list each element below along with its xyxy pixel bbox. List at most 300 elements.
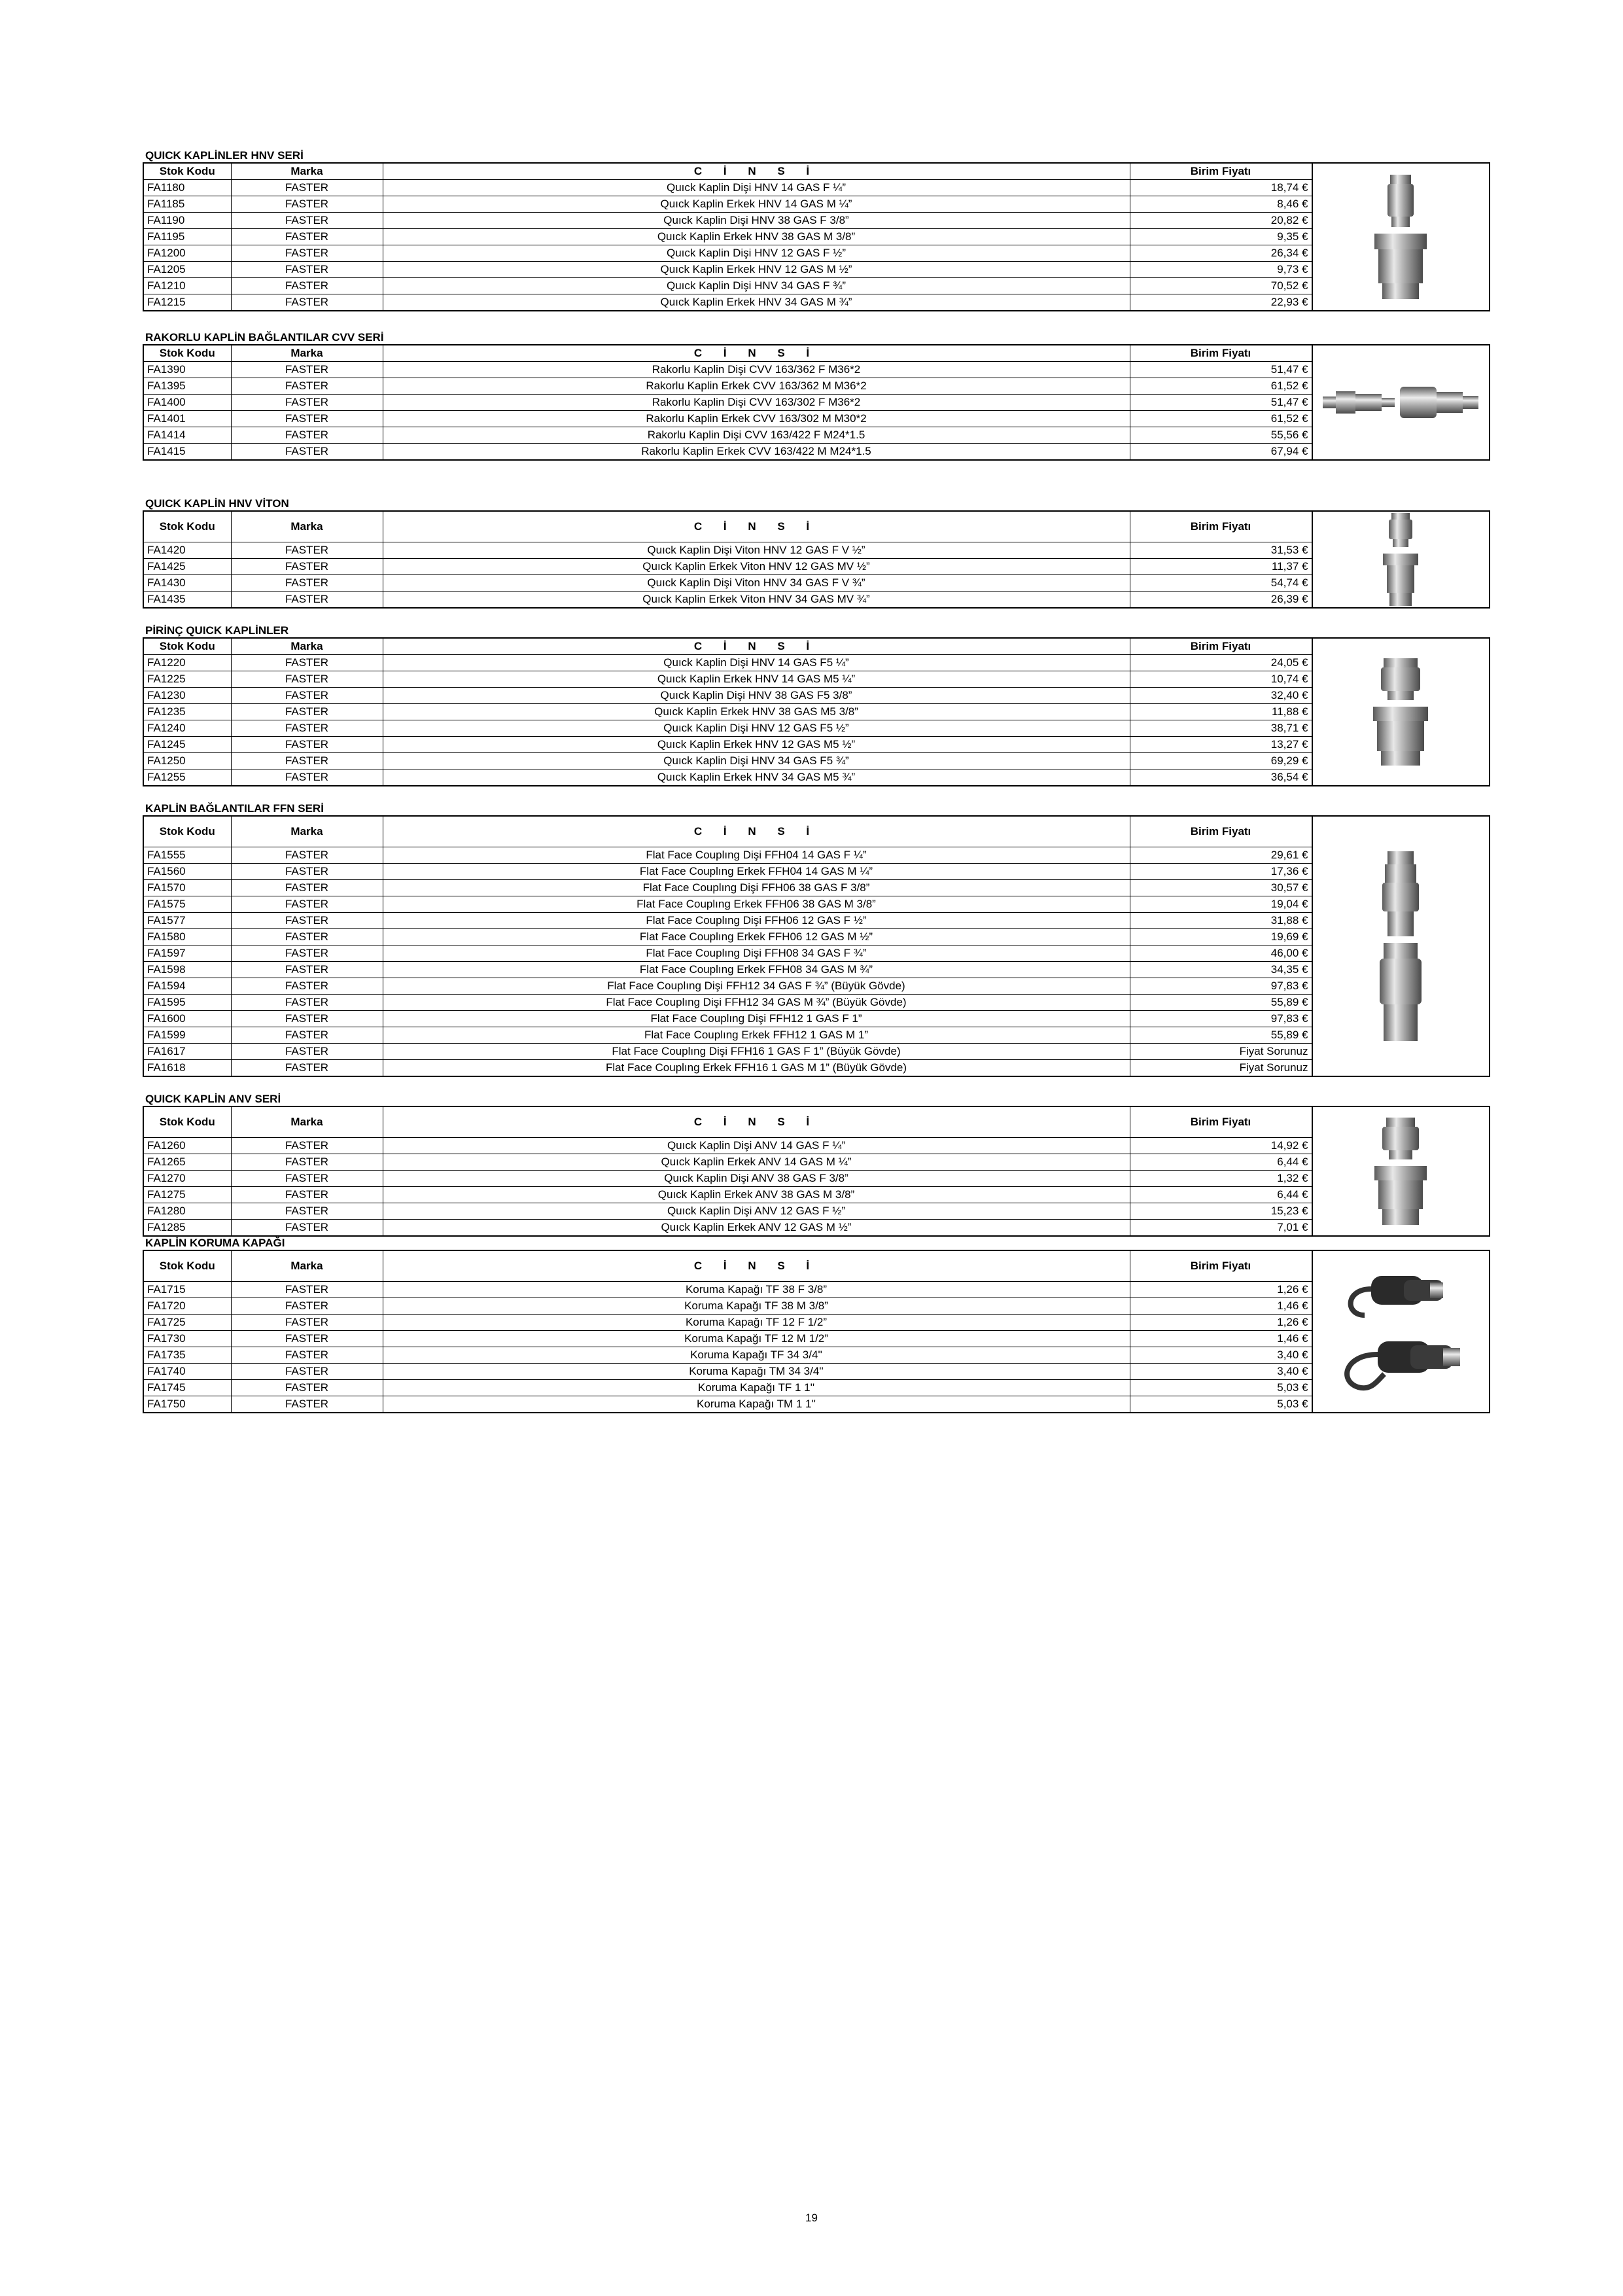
description: Flat Face Couplıng Dişi FFH12 34 GAS M ¾” (Büyük Gövde) (383, 995, 1130, 1011)
brand: FASTER (231, 896, 383, 913)
section-title: PİRİNÇ QUICK KAPLİNLER (145, 624, 289, 637)
description: Koruma Kapağı TF 38 M 3/8” (383, 1298, 1130, 1315)
table-row (144, 245, 1312, 262)
brand: FASTER (231, 196, 383, 213)
product-table (144, 345, 1312, 459)
brand: FASTER (231, 411, 383, 427)
stock-code: FA1250 (144, 753, 231, 769)
stock-code: FA1580 (144, 929, 231, 945)
unit-price: 20,82 € (1130, 213, 1312, 229)
table-row (144, 671, 1312, 688)
unit-price: 51,47 € (1130, 395, 1312, 411)
description: Flat Face Couplıng Erkek FFH08 34 GAS M ¾” (383, 962, 1130, 978)
header-stok-kodu: Stok Kodu (144, 512, 231, 542)
brand: FASTER (231, 395, 383, 411)
brand: FASTER (231, 444, 383, 460)
unit-price: 8,46 € (1130, 196, 1312, 213)
header-birim-fiyati: Birim Fiyatı (1130, 639, 1312, 655)
table-row (144, 542, 1312, 559)
unit-price: 7,01 € (1130, 1220, 1312, 1236)
unit-price: 31,88 € (1130, 913, 1312, 929)
unit-price: Fiyat Sorunuz (1130, 1044, 1312, 1060)
stock-code: FA1594 (144, 978, 231, 995)
description: Flat Face Couplıng Dişi FFH12 1 GAS F 1” (383, 1011, 1130, 1027)
stock-code: FA1745 (144, 1380, 231, 1396)
header-cinsi: C İ N S İ (383, 164, 1130, 180)
description: Quıck Kaplin Dişi Viton HNV 34 GAS F V ¾” (383, 575, 1130, 592)
unit-price: 29,61 € (1130, 847, 1312, 864)
table-row (144, 847, 1312, 864)
brand: FASTER (231, 1396, 383, 1413)
unit-price: 10,74 € (1130, 671, 1312, 688)
description: Koruma Kapağı TF 1 1'' (383, 1380, 1130, 1396)
description: Flat Face Couplıng Dişi FFH04 14 GAS F ¼” (383, 847, 1130, 864)
description: Flat Face Couplıng Dişi FFH06 38 GAS F 3/8” (383, 880, 1130, 896)
unit-price: 14,92 € (1130, 1138, 1312, 1154)
description: Quıck Kaplin Dişi HNV 34 GAS F5 ¾” (383, 753, 1130, 769)
header-stok-kodu: Stok Kodu (144, 639, 231, 655)
stock-code: FA1275 (144, 1187, 231, 1203)
description: Koruma Kapağı TF 12 F 1/2” (383, 1315, 1130, 1331)
table-row (144, 427, 1312, 444)
brand: FASTER (231, 542, 383, 559)
stock-code: FA1240 (144, 720, 231, 737)
brand: FASTER (231, 847, 383, 864)
description: Quıck Kaplin Erkek HNV 14 GAS M ¼” (383, 196, 1130, 213)
brand: FASTER (231, 864, 383, 880)
brand: FASTER (231, 180, 383, 196)
section-cvv (143, 344, 1490, 461)
header-birim-fiyati: Birim Fiyatı (1130, 1251, 1312, 1282)
table-row (144, 896, 1312, 913)
table-row (144, 880, 1312, 896)
brand: FASTER (231, 559, 383, 575)
stock-code: FA1617 (144, 1044, 231, 1060)
description: Rakorlu Kaplin Dişi CVV 163/422 F M24*1.5 (383, 427, 1130, 444)
header-cinsi: C İ N S İ (383, 817, 1130, 847)
stock-code: FA1260 (144, 1138, 231, 1154)
header-cinsi: C İ N S İ (383, 1251, 1130, 1282)
stock-code: FA1285 (144, 1220, 231, 1236)
table-row (144, 1298, 1312, 1315)
unit-price: 61,52 € (1130, 378, 1312, 395)
unit-price: 6,44 € (1130, 1154, 1312, 1171)
table-row (144, 1396, 1312, 1413)
table-row (144, 1011, 1312, 1027)
description: Rakorlu Kaplin Erkek CVV 163/362 M M36*2 (383, 378, 1130, 395)
dust-cap-icon (1312, 1251, 1490, 1412)
unit-price: 6,44 € (1130, 1187, 1312, 1203)
unit-price: 18,74 € (1130, 180, 1312, 196)
table-row (144, 294, 1312, 311)
table-row (144, 995, 1312, 1011)
stock-code: FA1235 (144, 704, 231, 720)
brand: FASTER (231, 671, 383, 688)
table-row (144, 1027, 1312, 1044)
brand: FASTER (231, 1154, 383, 1171)
product-table (144, 1251, 1312, 1412)
brand: FASTER (231, 720, 383, 737)
table-row (144, 262, 1312, 278)
stock-code: FA1618 (144, 1060, 231, 1076)
unit-price: 34,35 € (1130, 962, 1312, 978)
stock-code: FA1425 (144, 559, 231, 575)
stock-code: FA1185 (144, 196, 231, 213)
description: Flat Face Couplıng Dişi FFH06 12 GAS F ½” (383, 913, 1130, 929)
table-row (144, 1347, 1312, 1364)
description: Koruma Kapağı TF 12 M 1/2” (383, 1331, 1130, 1347)
table-row (144, 962, 1312, 978)
section-title: QUICK KAPLİNLER HNV SERİ (145, 149, 304, 162)
brand: FASTER (231, 1380, 383, 1396)
unit-price: 26,39 € (1130, 592, 1312, 608)
description: Quıck Kaplin Dişi HNV 14 GAS F5 ¼” (383, 655, 1130, 671)
product-table (144, 1107, 1312, 1235)
stock-code: FA1430 (144, 575, 231, 592)
header-birim-fiyati: Birim Fiyatı (1130, 817, 1312, 847)
description: Quıck Kaplin Erkek HNV 34 GAS M ¾” (383, 294, 1130, 311)
stock-code: FA1265 (144, 1154, 231, 1171)
header-marka: Marka (231, 817, 383, 847)
description: Flat Face Couplıng Erkek FFH12 1 GAS M 1” (383, 1027, 1130, 1044)
stock-code: FA1210 (144, 278, 231, 294)
brand: FASTER (231, 245, 383, 262)
header-marka: Marka (231, 512, 383, 542)
header-marka: Marka (231, 345, 383, 362)
unit-price: 19,04 € (1130, 896, 1312, 913)
description: Flat Face Couplıng Dişi FFH16 1 GAS F 1” (Büyük Gövde) (383, 1044, 1130, 1060)
brand: FASTER (231, 1220, 383, 1236)
product-table (144, 512, 1312, 607)
brand: FASTER (231, 1138, 383, 1154)
stock-code: FA1414 (144, 427, 231, 444)
stock-code: FA1725 (144, 1315, 231, 1331)
unit-price: 38,71 € (1130, 720, 1312, 737)
stock-code: FA1720 (144, 1298, 231, 1315)
brand: FASTER (231, 1060, 383, 1076)
table-row (144, 1220, 1312, 1236)
description: Koruma Kapağı TM 1 1'' (383, 1396, 1130, 1413)
brand: FASTER (231, 262, 383, 278)
unit-price: 1,26 € (1130, 1282, 1312, 1298)
table-row (144, 737, 1312, 753)
brand: FASTER (231, 592, 383, 608)
brand: FASTER (231, 995, 383, 1011)
header-stok-kodu: Stok Kodu (144, 1251, 231, 1282)
table-row (144, 753, 1312, 769)
table-row (144, 1203, 1312, 1220)
header-birim-fiyati: Birim Fiyatı (1130, 164, 1312, 180)
stock-code: FA1400 (144, 395, 231, 411)
stock-code: FA1735 (144, 1347, 231, 1364)
stock-code: FA1595 (144, 995, 231, 1011)
unit-price: 13,27 € (1130, 737, 1312, 753)
brand: FASTER (231, 945, 383, 962)
description: Quıck Kaplin Erkek ANV 38 GAS M 3/8” (383, 1187, 1130, 1203)
section-title: RAKORLU KAPLİN BAĞLANTILAR CVV SERİ (145, 331, 384, 344)
stock-code: FA1599 (144, 1027, 231, 1044)
unit-price: 97,83 € (1130, 1011, 1312, 1027)
brand: FASTER (231, 753, 383, 769)
table-row (144, 444, 1312, 460)
unit-price: 30,57 € (1130, 880, 1312, 896)
brand: FASTER (231, 378, 383, 395)
description: Quıck Kaplin Dişi ANV 38 GAS F 3/8” (383, 1171, 1130, 1187)
description: Quıck Kaplin Dişi Viton HNV 12 GAS F V ½” (383, 542, 1130, 559)
header-stok-kodu: Stok Kodu (144, 817, 231, 847)
brand: FASTER (231, 575, 383, 592)
table-row (144, 978, 1312, 995)
header-cinsi: C İ N S İ (383, 345, 1130, 362)
description: Flat Face Couplıng Erkek FFH06 12 GAS M ½” (383, 929, 1130, 945)
table-row (144, 278, 1312, 294)
stock-code: FA1715 (144, 1282, 231, 1298)
unit-price: Fiyat Sorunuz (1130, 1060, 1312, 1076)
table-row (144, 1282, 1312, 1298)
header-birim-fiyati: Birim Fiyatı (1130, 1107, 1312, 1138)
description: Quıck Kaplin Dişi HNV 12 GAS F5 ½” (383, 720, 1130, 737)
unit-price: 55,89 € (1130, 1027, 1312, 1044)
stock-code: FA1280 (144, 1203, 231, 1220)
quick-coupling-pair-icon (1312, 164, 1490, 310)
product-table (144, 817, 1312, 1076)
stock-code: FA1740 (144, 1364, 231, 1380)
description: Flat Face Couplıng Erkek FFH06 38 GAS M 3/8” (383, 896, 1130, 913)
stock-code: FA1555 (144, 847, 231, 864)
unit-price: 1,32 € (1130, 1171, 1312, 1187)
table-row (144, 213, 1312, 229)
stock-code: FA1730 (144, 1331, 231, 1347)
unit-price: 17,36 € (1130, 864, 1312, 880)
description: Quıck Kaplin Dişi HNV 14 GAS F ¼” (383, 180, 1130, 196)
stock-code: FA1570 (144, 880, 231, 896)
brand: FASTER (231, 1331, 383, 1347)
unit-price: 61,52 € (1130, 411, 1312, 427)
description: Flat Face Couplıng Erkek FFH16 1 GAS M 1” (Büyük Gövde) (383, 1060, 1130, 1076)
table-row (144, 395, 1312, 411)
brand: FASTER (231, 1315, 383, 1331)
description: Quıck Kaplin Dişi ANV 12 GAS F ½” (383, 1203, 1130, 1220)
header-birim-fiyati: Birim Fiyatı (1130, 512, 1312, 542)
stock-code: FA1420 (144, 542, 231, 559)
description: Quıck Kaplin Erkek ANV 12 GAS M ½” (383, 1220, 1130, 1236)
unit-price: 46,00 € (1130, 945, 1312, 962)
unit-price: 1,46 € (1130, 1298, 1312, 1315)
brand: FASTER (231, 880, 383, 896)
stock-code: FA1597 (144, 945, 231, 962)
section-title: KAPLİN KORUMA KAPAĞI (145, 1237, 285, 1249)
unit-price: 22,93 € (1130, 294, 1312, 311)
header-cinsi: C İ N S İ (383, 1107, 1130, 1138)
brand: FASTER (231, 769, 383, 786)
description: Rakorlu Kaplin Erkek CVV 163/302 M M30*2 (383, 411, 1130, 427)
header-stok-kodu: Stok Kodu (144, 1107, 231, 1138)
description: Quıck Kaplin Dişi HNV 38 GAS F5 3/8” (383, 688, 1130, 704)
table-row (144, 196, 1312, 213)
table-row (144, 929, 1312, 945)
unit-price: 19,69 € (1130, 929, 1312, 945)
stock-code: FA1415 (144, 444, 231, 460)
brand: FASTER (231, 688, 383, 704)
brand: FASTER (231, 1282, 383, 1298)
brand: FASTER (231, 427, 383, 444)
brand: FASTER (231, 655, 383, 671)
table-row (144, 1060, 1312, 1076)
product-table (144, 639, 1312, 785)
table-row (144, 1154, 1312, 1171)
unit-price: 3,40 € (1130, 1347, 1312, 1364)
table-row (144, 655, 1312, 671)
stock-code: FA1577 (144, 913, 231, 929)
unit-price: 11,37 € (1130, 559, 1312, 575)
section-title: QUICK KAPLİN HNV VİTON (145, 497, 289, 510)
table-row (144, 378, 1312, 395)
header-marka: Marka (231, 1107, 383, 1138)
stock-code: FA1190 (144, 213, 231, 229)
description: Flat Face Couplıng Dişi FFH08 34 GAS F ¾” (383, 945, 1130, 962)
brand: FASTER (231, 704, 383, 720)
unit-price: 3,40 € (1130, 1364, 1312, 1380)
description: Quıck Kaplin Erkek Viton HNV 34 GAS MV ¾” (383, 592, 1130, 608)
stock-code: FA1560 (144, 864, 231, 880)
unit-price: 26,34 € (1130, 245, 1312, 262)
table-row (144, 229, 1312, 245)
description: Quıck Kaplin Erkek ANV 14 GAS M ¼” (383, 1154, 1130, 1171)
stock-code: FA1245 (144, 737, 231, 753)
stock-code: FA1255 (144, 769, 231, 786)
header-marka: Marka (231, 1251, 383, 1282)
description: Quıck Kaplin Erkek HNV 12 GAS M ½” (383, 262, 1130, 278)
description: Quıck Kaplin Dişi HNV 34 GAS F ¾” (383, 278, 1130, 294)
section-title: QUICK KAPLİN ANV SERİ (145, 1093, 281, 1105)
brand: FASTER (231, 213, 383, 229)
table-row (144, 559, 1312, 575)
table-row (144, 1044, 1312, 1060)
section-brass (143, 637, 1490, 786)
brand: FASTER (231, 362, 383, 378)
description: Quıck Kaplin Dişi HNV 38 GAS F 3/8” (383, 213, 1130, 229)
unit-price: 5,03 € (1130, 1396, 1312, 1413)
unit-price: 55,89 € (1130, 995, 1312, 1011)
stock-code: FA1195 (144, 229, 231, 245)
stock-code: FA1600 (144, 1011, 231, 1027)
table-row (144, 1138, 1312, 1154)
description: Quıck Kaplin Dişi HNV 12 GAS F ½” (383, 245, 1130, 262)
stock-code: FA1750 (144, 1396, 231, 1413)
stock-code: FA1220 (144, 655, 231, 671)
description: Quıck Kaplin Erkek HNV 12 GAS M5 ½” (383, 737, 1130, 753)
section-anv (143, 1106, 1490, 1237)
table-row (144, 575, 1312, 592)
description: Koruma Kapağı TF 34 3/4'' (383, 1347, 1130, 1364)
product-table (144, 164, 1312, 310)
description: Rakorlu Kaplin Dişi CVV 163/362 F M36*2 (383, 362, 1130, 378)
table-row (144, 362, 1312, 378)
brand: FASTER (231, 913, 383, 929)
stock-code: FA1180 (144, 180, 231, 196)
table-row (144, 913, 1312, 929)
unit-price: 51,47 € (1130, 362, 1312, 378)
brand: FASTER (231, 278, 383, 294)
description: Koruma Kapağı TM 34 3/4'' (383, 1364, 1130, 1380)
table-row (144, 411, 1312, 427)
page-number: 19 (805, 2212, 818, 2224)
unit-price: 31,53 € (1130, 542, 1312, 559)
stock-code: FA1215 (144, 294, 231, 311)
brand: FASTER (231, 229, 383, 245)
brand: FASTER (231, 1011, 383, 1027)
table-row (144, 1315, 1312, 1331)
description: Quıck Kaplin Dişi ANV 14 GAS F ¼” (383, 1138, 1130, 1154)
stock-code: FA1575 (144, 896, 231, 913)
stock-code: FA1598 (144, 962, 231, 978)
description: Rakorlu Kaplin Erkek CVV 163/422 M M24*1.5 (383, 444, 1130, 460)
table-row (144, 1380, 1312, 1396)
unit-price: 1,26 € (1130, 1315, 1312, 1331)
brand: FASTER (231, 929, 383, 945)
description: Quıck Kaplin Erkek HNV 34 GAS M5 ¾” (383, 769, 1130, 786)
unit-price: 69,29 € (1130, 753, 1312, 769)
viton-coupling-icon (1312, 512, 1490, 607)
unit-price: 9,73 € (1130, 262, 1312, 278)
stock-code: FA1270 (144, 1171, 231, 1187)
table-row (144, 720, 1312, 737)
brand: FASTER (231, 978, 383, 995)
unit-price: 55,56 € (1130, 427, 1312, 444)
section-title: KAPLİN BAĞLANTILAR FFN SERİ (145, 802, 324, 815)
section-hnv (143, 162, 1490, 311)
description: Flat Face Couplıng Dişi FFH12 34 GAS F ¾” (Büyük Gövde) (383, 978, 1130, 995)
unit-price: 1,46 € (1130, 1331, 1312, 1347)
unit-price: 15,23 € (1130, 1203, 1312, 1220)
price-list (143, 149, 1490, 1413)
screw-coupling-icon (1312, 345, 1490, 459)
brand: FASTER (231, 1298, 383, 1315)
table-row (144, 592, 1312, 608)
table-row (144, 180, 1312, 196)
anv-coupling-icon (1312, 1107, 1490, 1235)
unit-price: 97,83 € (1130, 978, 1312, 995)
unit-price: 9,35 € (1130, 229, 1312, 245)
header-cinsi: C İ N S İ (383, 639, 1130, 655)
header-birim-fiyati: Birim Fiyatı (1130, 345, 1312, 362)
description: Quıck Kaplin Erkek HNV 38 GAS M 3/8” (383, 229, 1130, 245)
table-row (144, 1171, 1312, 1187)
brand: FASTER (231, 1347, 383, 1364)
unit-price: 32,40 € (1130, 688, 1312, 704)
description: Quıck Kaplin Erkek HNV 14 GAS M5 ¼” (383, 671, 1130, 688)
description: Quıck Kaplin Erkek Viton HNV 12 GAS MV ½” (383, 559, 1130, 575)
stock-code: FA1230 (144, 688, 231, 704)
unit-price: 36,54 € (1130, 769, 1312, 786)
brand: FASTER (231, 1187, 383, 1203)
table-row (144, 704, 1312, 720)
unit-price: 24,05 € (1130, 655, 1312, 671)
brand: FASTER (231, 1171, 383, 1187)
brand: FASTER (231, 1203, 383, 1220)
brand: FASTER (231, 1027, 383, 1044)
header-stok-kodu: Stok Kodu (144, 164, 231, 180)
section-ffn (143, 815, 1490, 1077)
table-row (144, 945, 1312, 962)
header-stok-kodu: Stok Kodu (144, 345, 231, 362)
stock-code: FA1395 (144, 378, 231, 395)
table-row (144, 769, 1312, 786)
description: Flat Face Couplıng Erkek FFH04 14 GAS M ¼” (383, 864, 1130, 880)
stock-code: FA1200 (144, 245, 231, 262)
brand: FASTER (231, 294, 383, 311)
stock-code: FA1390 (144, 362, 231, 378)
